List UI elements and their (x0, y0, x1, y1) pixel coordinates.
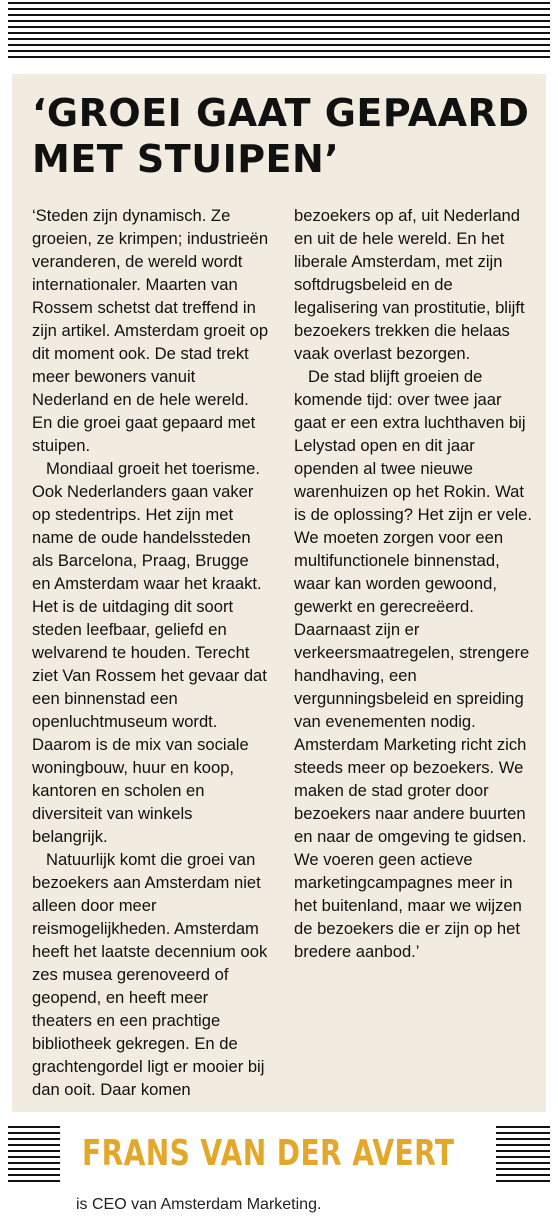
article-headline: ‘GROEI GAAT GEPAARD MET STUIPEN’ (32, 91, 530, 181)
top-stripe-band (8, 2, 550, 60)
article-paragraph: Mondiaal groeit het toerisme. Ook Nederlanders gaan vaker op stedentrips. Het zijn met name de oude handelssteden als Barcelona, Praag, Brugge en Amsterdam waar het kraakt. Het is de uitdaging dit soort steden leefbaar, geliefd en welvarend te houden. Terecht ziet Van Rossem het gevaar dat een binnenstad een openluchtmuseum wordt. Daarom is de mix van sociale woningbouw, huur en koop, kantoren en scholen en diversiteit van winkels belangrijk. (32, 459, 267, 846)
article-paragraph: ‘Steden zijn dynamisch. Ze groeien, ze krimpen; industrieën veranderen, de wereld wordt internationaler. Maarten van Rossem schetst dat treffend in zijn artikel. Amsterdam groeit op dit moment ook. De stad trekt meer bewoners vanuit Nederland en de hele wereld. En die groei gaat gepaard met stuipen. (32, 206, 269, 455)
article-paragraph: De stad blijft groeien de komende tijd: over twee jaar gaat er een extra luchthaven bij Lelystad open en dit jaar openden al twee nieuwe warenhuizen op het Rokin. Wat is de oplossing? Het zijn er vele. We moeten zorgen voor een multifunctionele binnenstad, waar kan worden gewoond, gewerkt en gerecreëerd. Daarnaast zijn er verkeersmaatregelen, strengere handhaving, een vergunningsbeleid en spreiding van evenementen nodig. Amsterdam Marketing richt zich steeds meer op bezoekers. We maken de stad groter door bezoekers naar andere buurten en naar de omgeving te gidsen. We voeren geen actieve marketingcampagnes meer in het buitenland, maar we wijzen de bezoekers die er zijn op het bredere aanbod.’ (294, 367, 532, 961)
author-name: FRANS VAN DER AVERT (82, 1132, 455, 1174)
author-role: is CEO van Amsterdam Marketing. (76, 1196, 322, 1213)
article-paragraph: Natuurlijk komt die groei van bezoekers aan Amsterdam niet alleen door meer reismogelijkheden. Amsterdam heeft het laatste decennium ook zes musea gerenoveerd of geopend, en heeft meer theaters en een prachtige bibliotheek gekregen. En de grachtengordel ligt er mooier bij dan ooit. Daar komen bezoekers op af, uit Nederland en uit de hele wereld. En het liberale Amsterdam, met zijn softdrugsbeleid en de legalisering van prostitutie, blijft bezoekers trekken die helaas vaak overlast bezorgen. (32, 206, 525, 1099)
author-byline (60, 1124, 496, 1182)
article-body (32, 204, 532, 1104)
article-card (12, 74, 546, 1112)
